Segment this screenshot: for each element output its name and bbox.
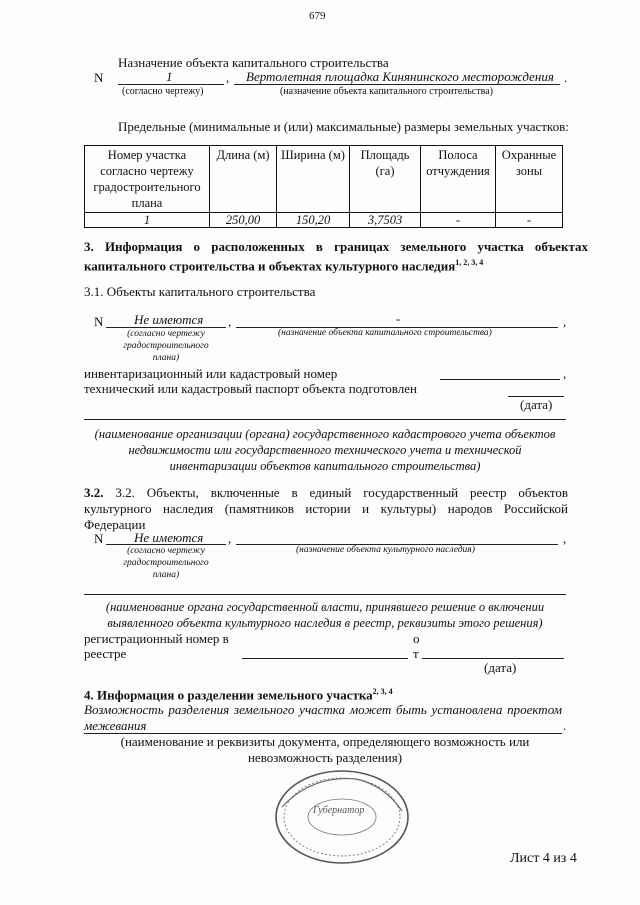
sheet-number: Лист 4 из 4 (510, 851, 577, 866)
table-row (85, 213, 563, 228)
plot-size-table (84, 145, 563, 228)
section4-caption: (наименование и реквизиты документа, определяющего возможность или невозможность разделения) (120, 734, 530, 765)
table-header: Охранные зоны (496, 146, 563, 213)
purpose-number: 1 (166, 69, 173, 84)
section32-cap-left: (согласно чертежу градостроительного плана) (123, 546, 209, 580)
table-header: Площадь (га) (350, 146, 421, 213)
table-cell: 250,00 (210, 213, 277, 228)
reg-number-label: регистрационный номер в (84, 631, 229, 646)
section31-dash: - (396, 311, 401, 326)
purpose-heading: Назначение объекта капитального строительства (118, 55, 389, 70)
official-stamp-icon (272, 767, 412, 867)
inventory-label: инвентаризационный или кадастровый номер (84, 366, 338, 381)
section31-value: Не имеются (134, 312, 204, 327)
purpose-name-caption: (назначение объекта капитального строительства) (280, 86, 493, 97)
stamp-text: Губернатор (313, 805, 365, 816)
table-cell: 1 (85, 213, 210, 228)
section32-value: Не имеются (134, 530, 204, 545)
table-cell: - (496, 213, 563, 228)
table-header: Ширина (м) (277, 146, 350, 213)
section32-n-label: N (94, 531, 104, 546)
section31-date: (дата) (520, 397, 553, 412)
table-header: Длина (м) (210, 146, 277, 213)
section32-title: 3.2. 3.2. Объекты, включенные в единый государственный реестр объектов культурного наследия (памятников истории и культуры) народов Российской Федерации (84, 485, 568, 532)
section4-text: Возможность разделения земельного участка может быть установлена проектом межевания (84, 702, 562, 733)
section32-date: (дата) (484, 660, 517, 675)
table-header: Номер участка согласно чертежу градостроительного плана (85, 146, 210, 213)
table-cell: 3,7503 (350, 213, 421, 228)
limits-heading: Предельные (минимальные и (или) максимальные) размеры земельных участков: (118, 119, 569, 134)
section31-n-label: N (94, 314, 104, 329)
purpose-name: Вертолетная площадка Кинянинского месторождения (246, 69, 554, 84)
section4-title: 4. Информация о разделении земельного участка$^{2, 3, 4}$ (84, 687, 393, 703)
section31-org-caption: (наименование организации (органа) государственного кадастрового учета объектов недвижимости или государственного технического учета и технической инвентаризации объектов капитального строительства) (94, 427, 556, 473)
table-header: Полоса отчуждения (421, 146, 496, 213)
table-header-row (85, 146, 563, 213)
section31-cap-right: (назначение объекта капитального строительства) (278, 328, 492, 338)
passport-label: технический или кадастровый паспорт объекта подготовлен (84, 381, 417, 396)
registry-label: реестре (84, 646, 127, 661)
page-number: 679 (309, 10, 326, 22)
section3-title: 3. Информация о расположенных в границах земельного участка объектах капитального строительства и объектах культурного наследия$^{1, 2, 3, 4}$ (84, 239, 588, 274)
section31-title: 3.1. Объекты капитального строительства (84, 284, 316, 299)
section32-authority-caption: (наименование органа государственной власти, принявшего решение о включении выявленного объекта культурного наследия в реестр, реквизиты этого решения) (105, 600, 545, 630)
purpose-number-caption: (согласно чертежу) (122, 86, 204, 97)
table-cell: - (421, 213, 496, 228)
purpose-n-label: N (94, 70, 104, 85)
section31-cap-left: (согласно чертежу градостроительного плана) (123, 329, 209, 363)
section32-cap-right: (назначение объекта культурного наследия) (296, 545, 475, 555)
table-cell: 150,20 (277, 213, 350, 228)
